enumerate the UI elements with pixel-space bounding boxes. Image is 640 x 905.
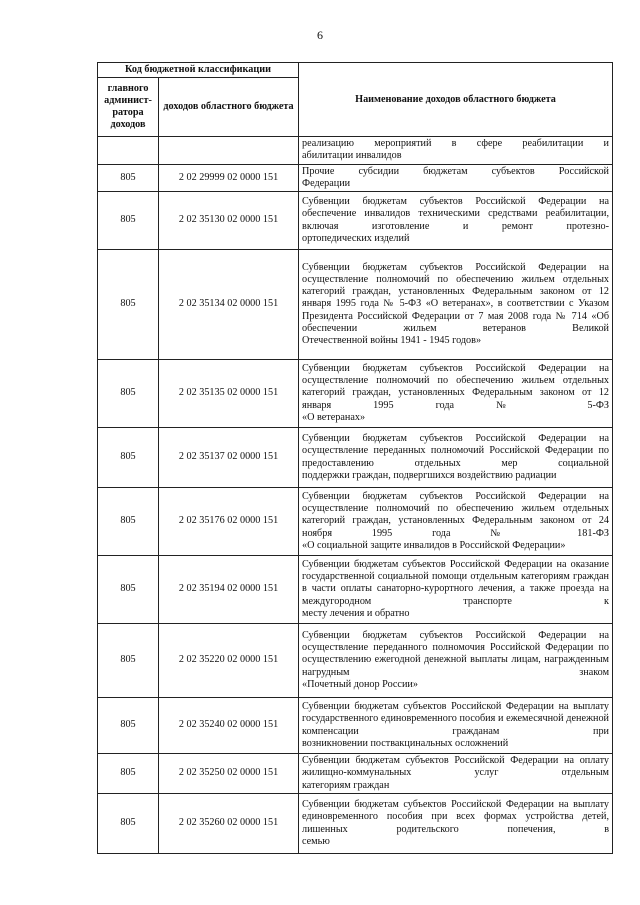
table-row [98,164,613,191]
name-text: Субвенции бюджетам субъектов Российской Федерации на осуществление переданных полномочий Российской Федерации по предоставлению отдельных мер социальной [302,433,610,469]
name-text-last: категориям граждан [302,779,390,791]
code-cell: 2 02 35176 02 0000 151 [159,488,299,556]
code-cell: 2 02 35260 02 0000 151 [159,794,299,854]
name-text: Субвенции бюджетам субъектов Российской Федерации на осуществление переданного полномочия Российской Федерации по осуществлению ежегодной денежной выплаты лицам, награжденным нагрудным знаком [302,630,610,678]
name-text-last: возникновении поствакцинальных осложнений [302,737,509,749]
name-text-last: «Почетный донор России» [302,678,418,690]
admin-cell: 805 [98,556,159,624]
name-text-last: месту лечения и обратно [302,607,410,619]
name-cell [299,137,613,164]
code-cell: 2 02 35134 02 0000 151 [159,250,299,360]
table-row [98,360,613,428]
name-text-last: семью [302,835,330,847]
admin-cell [98,137,159,164]
admin-cell: 805 [98,488,159,556]
name-text: Прочие субсидии бюджетам субъектов Российской [302,165,610,177]
name-text-last: поддержки граждан, подвергшихся воздействию радиации [302,469,557,481]
code-cell: 2 02 35130 02 0000 151 [159,192,299,250]
name-cell [299,794,613,854]
name-cell [299,428,613,488]
name-cell [299,556,613,624]
name-cell [299,488,613,556]
code-cell: 2 02 35194 02 0000 151 [159,556,299,624]
name-text: Субвенции бюджетам субъектов Российской Федерации на выплату государственного единовременного пособия и ежемесячной денежной компенсации гражданам при [302,701,610,737]
table-row [98,754,613,794]
table-row [98,624,613,698]
admin-cell: 805 [98,250,159,360]
code-cell: 2 02 35240 02 0000 151 [159,698,299,754]
header-budget-classification: Код бюджетной классификации [98,63,299,78]
name-text: Субвенции бюджетам субъектов Российской Федерации на осуществление полномочий по обеспечению жильем отдельных категорий граждан, установленных Федеральным законом от 12 января 1995 года № 5-ФЗ [302,363,610,411]
code-cell: 2 02 35220 02 0000 151 [159,624,299,698]
name-text-last: ортопедических изделий [302,232,410,244]
name-text: Субвенции бюджетам субъектов Российской Федерации на оплату жилищно-коммунальных услуг отдельным [302,755,610,779]
admin-cell: 805 [98,794,159,854]
name-cell [299,164,613,191]
table-row [98,556,613,624]
name-text-last: «О ветеранах» [302,411,366,423]
header-admin: главного админист-ратора доходов [98,78,159,137]
admin-cell: 805 [98,192,159,250]
name-text: Субвенции бюджетам субъектов Российской Федерации на осуществление полномочий по обеспечению жильем отдельных категорий граждан, установленных Федеральным законом от 12 января 1995 года № 5-ФЗ «О ветеранах», в соответствии с Указом Президента Российской Федерации от 7 мая 2008 года № 714 «Об обеспечении жильем ветеранов Великой [302,261,610,334]
name-cell [299,250,613,360]
table-row [98,698,613,754]
name-cell [299,698,613,754]
table-row-continuation [98,137,613,164]
table-row [98,192,613,250]
name-text: Субвенции бюджетам субъектов Российской Федерации на выплату единовременного пособия при всех формах устройства детей, лишенных родительского попечения, в [302,799,610,835]
code-cell: 2 02 35250 02 0000 151 [159,754,299,794]
name-cell [299,624,613,698]
name-text-last: абилитации инвалидов [302,150,402,162]
name-cell [299,754,613,794]
header-code: доходов областного бюджета [159,78,299,137]
code-cell: 2 02 35135 02 0000 151 [159,360,299,428]
code-cell [159,137,299,164]
admin-cell: 805 [98,698,159,754]
name-text: Субвенции бюджетам субъектов Российской Федерации на обеспечение инвалидов техническими средствами реабилитации, включая изготовление и ремонт протезно- [302,196,610,232]
admin-cell: 805 [98,164,159,191]
budget-classification-table [97,62,613,854]
name-cell [299,192,613,250]
name-text-last: Отечественной войны 1941 - 1945 годов» [302,335,482,347]
name-text-last: «О социальной защите инвалидов в Российской Федерации» [302,539,566,551]
table-row [98,794,613,854]
name-text-last: Федерации [302,177,351,189]
name-text: Субвенции бюджетам субъектов Российской Федерации на оказание государственной социальной помощи отдельным категориям граждан в части оплаты санаторно-курортного лечения, а также проезда на междугородном транспорте к [302,559,610,607]
table-row [98,428,613,488]
name-cell [299,360,613,428]
admin-cell: 805 [98,754,159,794]
header-name: Наименование доходов областного бюджета [299,63,613,137]
code-cell: 2 02 29999 02 0000 151 [159,164,299,191]
page-number: 6 [317,28,323,42]
code-cell: 2 02 35137 02 0000 151 [159,428,299,488]
name-text: Субвенции бюджетам субъектов Российской Федерации на осуществление полномочий по обеспечению жильем отдельных категорий граждан, установленных Федеральным законом от 24 ноября 1995 года № 181-ФЗ [302,491,610,539]
admin-cell: 805 [98,428,159,488]
table-row [98,250,613,360]
table-row [98,488,613,556]
admin-cell: 805 [98,360,159,428]
admin-cell: 805 [98,624,159,698]
name-text: реализацию мероприятий в сфере реабилитации и [302,138,610,150]
